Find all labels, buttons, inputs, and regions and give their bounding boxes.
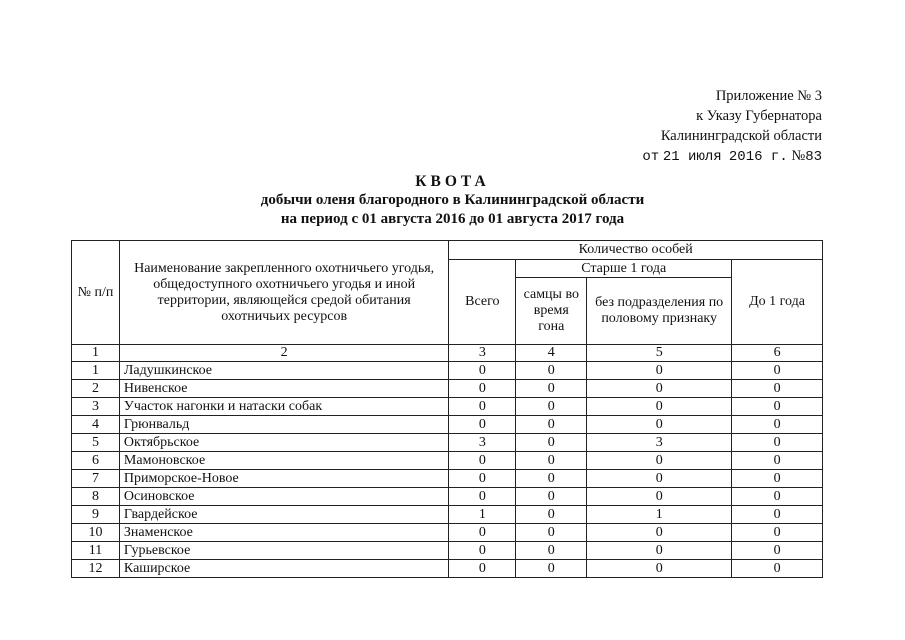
header-total: Всего [449,260,516,345]
cell-name: Гурьевское [119,542,448,560]
cell-young: 0 [732,434,823,452]
cell-undivided: 0 [587,398,732,416]
cell-total: 0 [449,560,516,578]
table-row [72,416,823,434]
cell-total: 0 [449,452,516,470]
cell-total: 0 [449,416,516,434]
cell-num: 6 [72,452,120,470]
cell-total: 0 [449,542,516,560]
appendix-block [642,86,822,167]
cell-name: Знаменское [119,524,448,542]
cell-num: 8 [72,488,120,506]
table-row [72,506,823,524]
header-name: Наименование закрепленного охотничьего угодья, общедоступного охотничьего угодья и иной территории, являющейся средой обитания охотничьих ресурсов [119,241,448,345]
column-number: 5 [587,345,732,362]
cell-undivided: 0 [587,362,732,380]
cell-num: 1 [72,362,120,380]
table-row [72,524,823,542]
cell-name: Гвардейское [119,506,448,524]
header-undivided: без подразделения по половому признаку [587,278,732,345]
cell-num: 3 [72,398,120,416]
cell-num: 12 [72,560,120,578]
cell-undivided: 0 [587,452,732,470]
header-males: самцы во время гона [516,278,587,345]
date-prefix: от [642,149,660,165]
cell-young: 0 [732,416,823,434]
cell-young: 0 [732,542,823,560]
cell-males: 0 [516,452,587,470]
cell-young: 0 [732,398,823,416]
cell-undivided: 0 [587,560,732,578]
quota-table-body [72,362,823,578]
column-number: 3 [449,345,516,362]
cell-young: 0 [732,488,823,506]
table-row [72,398,823,416]
cell-undivided: 0 [587,542,732,560]
cell-undivided: 0 [587,524,732,542]
appendix-line-1: Приложение № 3 [715,88,822,104]
title-line-1: добычи оленя благородного в Калининградской области [260,192,645,208]
cell-males: 0 [516,542,587,560]
date-year: 2016 г. [728,149,788,165]
title-heading: КВОТА [415,173,490,190]
cell-males: 0 [516,434,587,452]
cell-young: 0 [732,380,823,398]
cell-young: 0 [732,560,823,578]
cell-num: 2 [72,380,120,398]
cell-males: 0 [516,506,587,524]
cell-young: 0 [732,362,823,380]
cell-total: 0 [449,488,516,506]
cell-undivided: 0 [587,470,732,488]
cell-males: 0 [516,398,587,416]
column-number: 1 [72,345,120,362]
cell-total: 0 [449,380,516,398]
cell-name: Ладушкинское [119,362,448,380]
cell-num: 10 [72,524,120,542]
quota-table [71,240,823,578]
header-num: № п/п [72,241,120,345]
cell-males: 0 [516,470,587,488]
cell-young: 0 [732,470,823,488]
date-day-month: 21 июля [662,149,722,165]
cell-undivided: 1 [587,506,732,524]
cell-young: 0 [732,506,823,524]
header-older: Старше 1 года [516,260,732,278]
column-number: 6 [732,345,823,362]
cell-total: 3 [449,434,516,452]
table-row [72,560,823,578]
cell-males: 0 [516,362,587,380]
table-row [72,380,823,398]
cell-total: 0 [449,524,516,542]
cell-males: 0 [516,524,587,542]
cell-males: 0 [516,488,587,506]
table-row [72,470,823,488]
cell-name: Нивенское [119,380,448,398]
title-line-2: на период с 01 августа 2016 до 01 августа 2017 года [280,211,625,227]
cell-undivided: 0 [587,416,732,434]
table-row [72,362,823,380]
appendix-line-2: к Указу Губернатора [696,108,822,124]
cell-num: 11 [72,542,120,560]
cell-num: 5 [72,434,120,452]
cell-total: 0 [449,362,516,380]
table-row [72,488,823,506]
table-row [72,434,823,452]
cell-young: 0 [732,452,823,470]
cell-undivided: 0 [587,488,732,506]
cell-name: Октябрьское [119,434,448,452]
table-row [72,452,823,470]
cell-num: 7 [72,470,120,488]
cell-num: 4 [72,416,120,434]
cell-name: Каширское [119,560,448,578]
cell-total: 1 [449,506,516,524]
table-row [72,542,823,560]
column-number: 4 [516,345,587,362]
number-prefix: № [791,148,806,164]
header-count: Количество особей [449,241,823,260]
decree-number: 83 [805,149,822,165]
cell-males: 0 [516,380,587,398]
cell-name: Приморское-Новое [119,470,448,488]
decree-date-line [642,146,822,167]
cell-num: 9 [72,506,120,524]
appendix-line-3: Калининградской области [660,128,822,144]
cell-males: 0 [516,416,587,434]
cell-name: Грюнвальд [119,416,448,434]
header-young: До 1 года [732,260,823,345]
cell-total: 0 [449,398,516,416]
cell-total: 0 [449,470,516,488]
cell-name: Осиновское [119,488,448,506]
document-title [0,172,905,229]
cell-undivided: 3 [587,434,732,452]
cell-name: Мамоновское [119,452,448,470]
column-number: 2 [119,345,448,362]
cell-undivided: 0 [587,380,732,398]
cell-males: 0 [516,560,587,578]
cell-young: 0 [732,524,823,542]
cell-name: Участок нагонки и натаски собак [119,398,448,416]
